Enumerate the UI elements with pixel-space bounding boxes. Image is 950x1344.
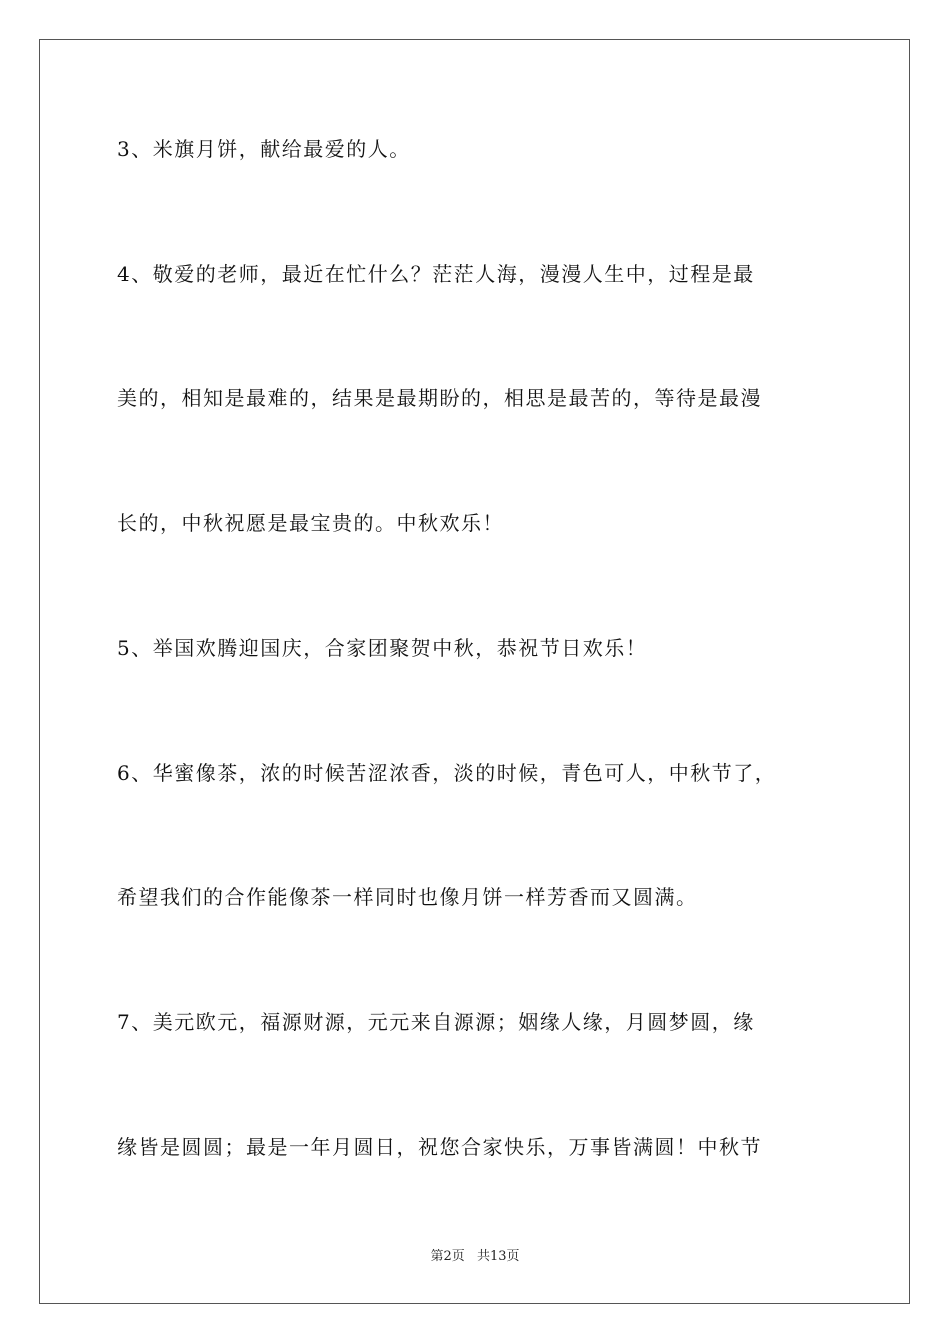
text-line: 6、华蜜像茶，浓的时候苦涩浓香，淡的时候，青色可人，中秋节了， bbox=[117, 761, 777, 785]
text-line: 长的，中秋祝愿是最宝贵的。中秋欢乐！ bbox=[117, 511, 504, 535]
text-line: 美的，相知是最难的，结果是最期盼的，相思是最苦的，等待是最漫 bbox=[117, 386, 762, 410]
page-number: 第2页 bbox=[430, 1249, 465, 1264]
text-line: 5、举国欢腾迎国庆，合家团聚贺中秋，恭祝节日欢乐！ bbox=[117, 636, 648, 660]
text-line: 缘皆是圆圆；最是一年月圆日，祝您合家快乐，万事皆满圆！中秋节 bbox=[117, 1135, 762, 1159]
page-total: 共13页 bbox=[476, 1249, 520, 1264]
page-border bbox=[39, 39, 910, 1304]
text-line: 3、米旗月饼，献给最爱的人。 bbox=[117, 137, 411, 161]
text-line: 4、敬爱的老师，最近在忙什么？茫茫人海，漫漫人生中，过程是最 bbox=[117, 262, 755, 286]
page-footer bbox=[0, 1248, 950, 1266]
text-line: 希望我们的合作能像茶一样同时也像月饼一样芳香而又圆满。 bbox=[117, 885, 698, 909]
text-line: 7、美元欧元，福源财源，元元来自源源；姻缘人缘，月圆梦圆，缘 bbox=[117, 1010, 755, 1034]
